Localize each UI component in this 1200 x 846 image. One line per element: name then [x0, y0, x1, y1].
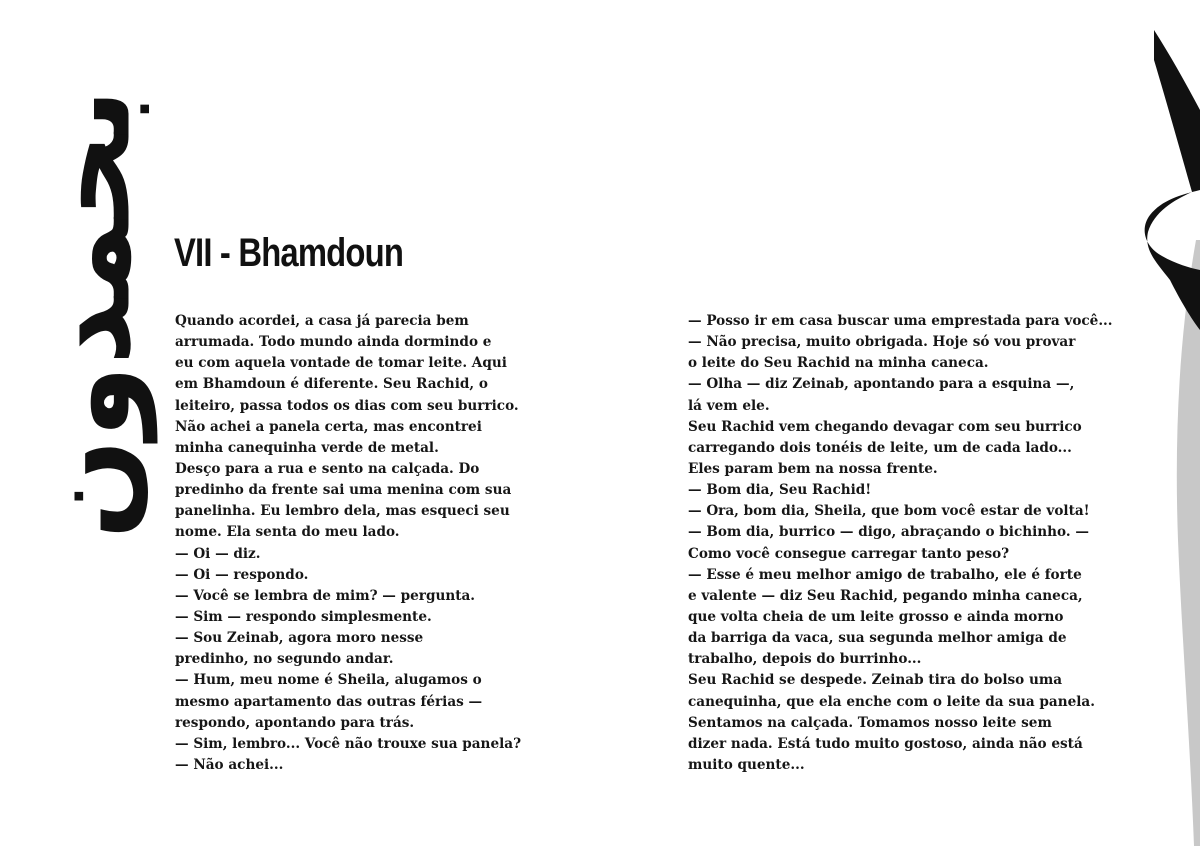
text-line: Seu Rachid se despede. Zeinab tira do bolso uma: [688, 672, 1063, 689]
text-line: e valente — diz Seu Rachid, pegando minha caneca,: [688, 587, 1083, 604]
text-line: Quando acordei, a casa já parecia bem: [175, 313, 469, 329]
text-line: — Sou Zeinab, agora moro nesse: [175, 630, 424, 647]
text-line: carregando dois tonéis de leite, um de cada lado...: [688, 439, 1072, 456]
text-line: mesmo apartamento das outras férias —: [175, 693, 483, 710]
text-line: canequinha, que ela enche com o leite da sua panela.: [688, 693, 1095, 710]
brush-stroke-decoration: [1140, 0, 1200, 846]
text-line: predinho da frente sai uma menina com sua: [175, 482, 512, 499]
text-line: trabalho, depois do burrinho...: [688, 651, 922, 668]
right-text-column: [688, 311, 1128, 776]
text-line: — Posso ir em casa buscar uma emprestada para você...: [688, 313, 1113, 329]
text-line: lá vem ele.: [688, 397, 770, 414]
text-line: eu com aquela vontade de tomar leite. Aqui: [175, 355, 507, 372]
brush-stroke-light: [1177, 240, 1200, 846]
text-line: nome. Ela senta do meu lado.: [175, 524, 400, 541]
brush-stroke-dark: [1145, 30, 1200, 330]
text-line: — Sim, lembro... Você não trouxe sua panela?: [175, 735, 522, 752]
text-line: minha canequinha verde de metal.: [175, 439, 439, 456]
text-line: — Bom dia, Seu Rachid!: [688, 482, 872, 499]
text-line: Como você consegue carregar tanto peso?: [688, 545, 1010, 562]
text-line: — Ora, bom dia, Sheila, que bom você estar de volta!: [688, 503, 1090, 520]
text-line: — Não achei...: [175, 756, 284, 773]
text-line: — Esse é meu melhor amigo de trabalho, ele é forte: [688, 566, 1082, 583]
text-line: que volta cheia de um leite grosso e ainda morno: [688, 608, 1064, 625]
arabic-title-text: بحمدون: [18, 88, 156, 540]
text-line: predinho, no segundo andar.: [175, 651, 394, 668]
chapter-title: VII - Bhamdoun: [174, 231, 404, 275]
text-line: — Oi — diz.: [175, 545, 261, 562]
text-line: — Hum, meu nome é Sheila, alugamos o: [175, 672, 482, 689]
text-line: — Oi — respondo.: [175, 566, 309, 583]
text-line: muito quente...: [688, 756, 805, 773]
text-line: Seu Rachid vem chegando devagar com seu burrico: [688, 418, 1082, 435]
text-line: Não achei a panela certa, mas encontrei: [175, 418, 482, 435]
text-line: da barriga da vaca, sua segunda melhor amiga de: [688, 630, 1067, 647]
text-line: Sentamos na calçada. Tomamos nosso leite sem: [688, 714, 1052, 731]
text-line: em Bhamdoun é diferente. Seu Rachid, o: [175, 376, 488, 393]
text-line: — Bom dia, burrico — digo, abraçando o bichinho. —: [688, 524, 1089, 541]
arabic-title: [18, 88, 156, 540]
text-line: arrumada. Todo mundo ainda dormindo e: [175, 334, 492, 351]
text-line: dizer nada. Está tudo muito gostoso, ainda não está: [688, 735, 1083, 752]
text-line: Eles param bem na nossa frente.: [688, 460, 938, 477]
text-line: respondo, apontando para trás.: [175, 714, 415, 731]
text-line: leiteiro, passa todos os dias com seu burrico.: [175, 397, 519, 414]
text-line: — Não precisa, muito obrigada. Hoje só vou provar: [688, 334, 1076, 351]
text-line: Desço para a rua e sento na calçada. Do: [175, 460, 480, 477]
text-line: — Você se lembra de mim? — pergunta.: [175, 587, 476, 604]
text-line: — Olha — diz Zeinab, apontando para a esquina —,: [688, 376, 1075, 393]
left-text-column: [175, 311, 555, 776]
text-line: — Sim — respondo simplesmente.: [175, 608, 432, 625]
text-line: panelinha. Eu lembro dela, mas esqueci seu: [175, 503, 510, 520]
text-line: o leite do Seu Rachid na minha caneca.: [688, 355, 989, 372]
